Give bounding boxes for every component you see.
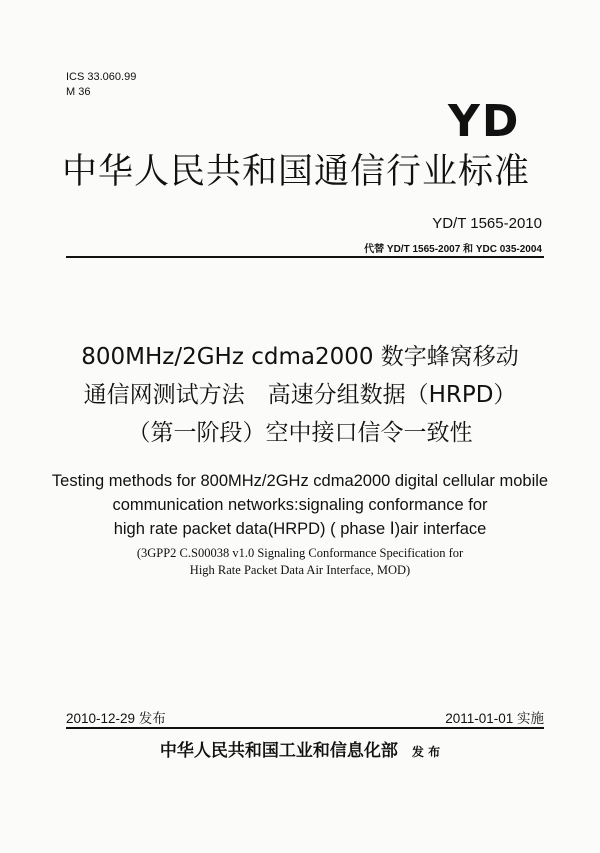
- issuer: [0, 736, 600, 761]
- title-en-line: Testing methods for 800MHz/2GHz cdma2000 digital cellular mobile: [51, 472, 549, 490]
- yd-logo: YD: [448, 96, 521, 147]
- divider-bottom: [66, 727, 544, 729]
- title-en-line: high rate packet data(HRPD) ( phase Ⅰ)air interface: [113, 520, 487, 538]
- title-en-line: communication networks:signaling conformance for: [112, 496, 488, 514]
- issue-date: 2010-12-29 发布: [66, 711, 166, 726]
- reference-line: High Rate Packet Data Air Interface, MOD): [189, 563, 411, 577]
- title-cn-line: （第一阶段）空中接口信令一致性: [127, 420, 473, 446]
- divider-top: [66, 256, 544, 258]
- title-english: [0, 469, 600, 541]
- reference-note: [0, 545, 600, 579]
- issuer-name: 中华人民共和国工业和信息化部: [159, 741, 398, 761]
- standard-type: 中华人民共和国通信行业标准: [62, 152, 531, 192]
- issuer-action: 发 布: [411, 745, 441, 759]
- title-cn-line: 800MHz/2GHz cdma2000 数字蜂窝移动: [81, 344, 519, 370]
- title-cn-line: 通信网测试方法 高速分组数据（HRPD）: [83, 382, 517, 408]
- ics-code: ICS 33.060.99: [66, 71, 137, 83]
- title-chinese: [0, 338, 600, 452]
- reference-line: (3GPP2 C.S00038 v1.0 Signaling Conformance Specification for: [136, 546, 464, 560]
- replaces-note: 代替 YD/T 1565-2007 和 YDC 035-2004: [364, 244, 542, 255]
- classification: [66, 70, 136, 100]
- standard-number: YD/T 1565-2010: [432, 215, 542, 232]
- ccs-code: M 36: [66, 86, 91, 98]
- implement-date: 2011-01-01 实施: [445, 711, 544, 726]
